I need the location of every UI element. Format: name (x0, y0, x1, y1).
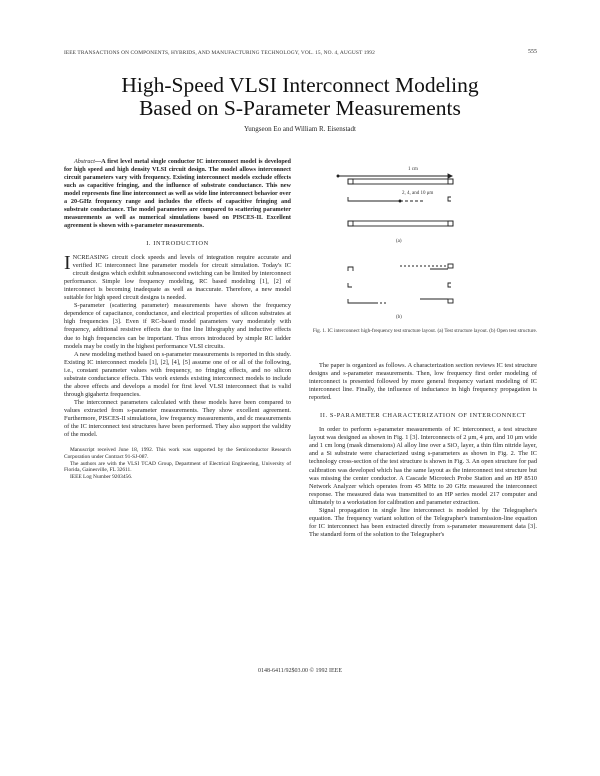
figure-caption: Fig. 1. IC interconnect high-frequency test structure layout. (a) Test structure layout. (b) Open test structure. (312, 328, 538, 334)
intro-paragraph-1: INCREASING circuit clock speeds and levels of integration require accurate and verified IC interconnect line parameter models for circuit simulation. Today's IC circuit designs which exhibit subnanosecond switching can be limited by interconnect performance. Simple low frequency modeling, RC based modeling [1], [2] of interconnect is becoming inadequate as well as inaccurate. Therefore, a new model suitable for high speed circuit designs is needed. (64, 252, 291, 302)
intro-paragraph-3: A new modeling method based on s-parameter measurements is reported in this study. Existing IC interconnect models [1], [2], [4], [5] assume one of or all of the following, i.e., constant parameter values with frequency, no fringing effects, and no silicon substrate conductance effects. This work extends existing interconnect models to include the above effects and develops a model for first level VLSI interconnect that is valid through gigahertz frequencies. (64, 350, 291, 398)
section-heading-s-parameter: II. S-PARAMETER CHARACTERIZATION OF INTERCONNECT (320, 412, 526, 420)
running-head: IEEE TRANSACTIONS ON COMPONENTS, HYBRIDS, AND MANUFACTURING TECHNOLOGY, VOL. 15, NO. 4, AUGUST 1992 (64, 50, 375, 56)
figure-1-test-structure (320, 165, 520, 325)
abstract-lead: Abstract (74, 158, 95, 165)
subfigure-a-label: (a) (396, 239, 402, 244)
test-structure-layout-diagram (320, 165, 520, 325)
intro-paragraph-4: The interconnect parameters calculated with these models have been compared to values extracted from s-parameter measurements. They show excellent agreement. Furthermore, PISCES-II simulations, low frequency measurements, and dc measurements of the IC interconnect test structures have been performed. They also support the validity of the model. (64, 398, 291, 439)
right-column (309, 362, 537, 539)
authors: Yungseon Eo and William R. Eisenstadt (244, 125, 356, 133)
footnote-manuscript: Manuscript received June 18, 1992. This work was supported by the Semiconductor Research Corporation under Contract 91-SJ-087. (64, 447, 291, 460)
footnotes (64, 447, 291, 481)
organization-paragraph: The paper is organized as follows. A characterization section reviews IC test structure designs and s-parameter measurements. Then, low frequency first order modeling of interconnect is presented followed by more general frequency variant modeling of IC interconnect line. Finally, the influence of inductance in high frequency propagation is reported. (309, 362, 537, 402)
footnote-affiliation: The authors are with the VLSI TCAD Group, Department of Electrical Engineering, University of Florida, Gainesville, FL 32611. (64, 460, 291, 474)
section2-paragraph-1: In order to perform s-parameter measurements of IC interconnect, a test structure layout was designed as shown in Fig. 1 [3]. Interconnects of 2 μm, 4 μm, and 10 μm wide and 1 cm long (mask dimensions) Al alloy line over a SiO₂ layer, a thin film nitride layer, and a Si substrate were characterized using s-parameters as shown in Fig. 2. The IC technology cross-section of the test structure is shown in Fig. 3. An open structure for pad calibration was developed which has the same layout as the interconnect test structure but was missing the center conductor. A Cascade Microtech Probe Station and an HP 8510 Network Analyzer which operates from 45 MHz to 20 GHz measured the interconnect response. The measured data was transmitted to an HP series model 217 computer and ultimately to a workstation for calibration and parameter extraction. (309, 426, 537, 506)
abstract-text: —A first level metal single conductor IC interconnect model is developed for high speed and high density VLSI circuit design. The model allows interconnect circuit parameters vary with frequency. Existing interconnect models exclude effects such as capacitive fringing, and the influence of substrate conductance. This new model represents fine line interconnect as well as wide line interconnect behavior over a 20-GHz frequency range and includes the effects of capacitive fringing and substrate conductance. The model parameters are compared to scattering parameter measurements as well as numerical simulations based on PISCES-II. Excellent agreement is shown with s-parameter measurements. (64, 158, 291, 229)
subfigure-b-label: (b) (396, 315, 402, 320)
title-line-1: High-Speed VLSI Interconnect Modeling (121, 73, 479, 97)
abstract (64, 158, 291, 230)
intro-paragraph-2: S-parameter (scattering parameter) measurements have shown the frequency dependence of capacitance, conductance, and electrical properties of silicon substrates at high frequencies [3]. Even if RC-based model parameters vary moderately with frequency, additional resistive effects due to fine line lithography and inductive effects due to high frequencies can be important. Thus errors introduced by simple RC ladder models may be costly in the highest performance VLSI circuits. (64, 302, 291, 350)
section-heading-introduction: I. INTRODUCTION (146, 240, 209, 247)
copyright-line: 0148-6411/92$03.00 © 1992 IEEE (258, 668, 342, 674)
paper-title (0, 74, 600, 120)
section2-paragraph-2: Signal propagation in single line interconnect is modeled by the Telegrapher's equation. The frequency variant solution of the Telegrapher's transmission-line equation for IC interconnect has been extracted directly from s-parameter measurement data [3]. The standard form of the solution to the Telegrapher's (309, 506, 537, 538)
title-line-2: Based on S-Parameter Measurements (139, 96, 461, 120)
footnote-log-number: IEEE Log Number 9203456. (70, 473, 133, 480)
page-number: 555 (528, 49, 537, 55)
dimension-length-label: 1 cm (408, 167, 418, 172)
dimension-width-label: 2, 4, and 10 μm (402, 191, 434, 196)
drop-cap: I (64, 252, 71, 275)
left-column (64, 158, 291, 481)
